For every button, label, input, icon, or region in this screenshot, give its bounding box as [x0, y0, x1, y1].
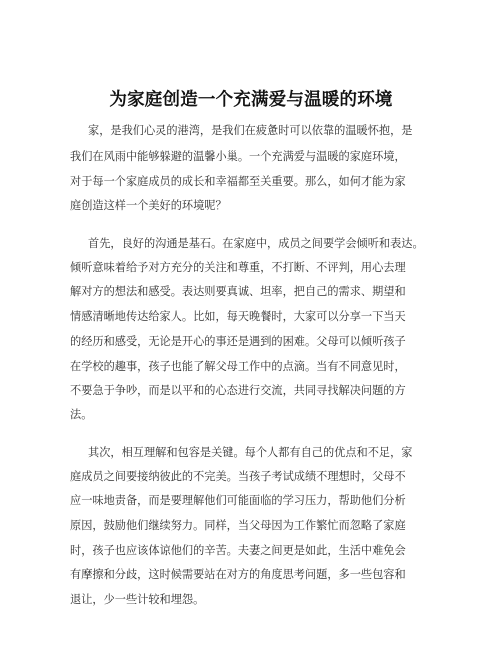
text-line: 解对方的想法和感受。表达则要真诚、坦率，把自己的需求、期望和 — [70, 285, 406, 298]
text-line: 倾听意味着给予对方充分的关注和尊重，不打断、不评判，用心去理 — [70, 261, 406, 274]
text-line: 情感清晰地传达给家人。比如，每天晚餐时，大家可以分享一下当天 — [70, 310, 406, 323]
text-line: 的经历和感受，无论是开心的事还是遇到的困难。父母可以倾听孩子 — [70, 335, 406, 348]
text-line: 原因，鼓励他们继续努力。同样，当父母因为工作繁忙而忽略了家庭 — [70, 519, 406, 532]
text-line: 我们在风雨中能够躲避的温馨小巢。一个充满爱与温暖的家庭环境， — [70, 150, 406, 163]
text-line: 有摩擦和分歧，这时候需要站在对方的角度思考问题，多一些包容和 — [70, 568, 406, 581]
text-line: 首先，良好的沟通是基石。在家庭中，成员之间要学会倾听和表达。 — [88, 237, 424, 250]
document-title: 为家庭创造一个充满爱与温暖的环境 — [109, 90, 393, 110]
text-line: 家，是我们心灵的港湾，是我们在疲惫时可以依靠的温暖怀抱，是 — [88, 124, 413, 137]
text-line: 对于每一个家庭成员的成长和幸福都至关重要。那么，如何才能为家 — [70, 175, 406, 188]
text-line: 在学校的趣事，孩子也能了解父母工作中的点滴。当有不同意见时， — [70, 360, 406, 373]
text-line: 不要急于争吵，而是以平和的心态进行交流，共同寻找解决问题的方 — [70, 384, 406, 397]
text-line: 法。 — [70, 408, 93, 421]
text-line: 时，孩子也应该体谅他们的辛苦。夫妻之间更是如此，生活中难免会 — [70, 544, 406, 557]
text-line: 退让，少一些计较和埋怨。 — [70, 593, 205, 606]
text-line: 庭成员之间要接纳彼此的不完美。当孩子考试成绩不理想时，父母不 — [70, 470, 406, 483]
text-line: 应一味地责备，而是要理解他们可能面临的学习压力，帮助他们分析 — [70, 494, 406, 507]
text-line: 其次，相互理解和包容是关键。每个人都有自己的优点和不足，家 — [88, 446, 413, 459]
text-line: 庭创造这样一个美好的环境呢？ — [70, 199, 227, 212]
